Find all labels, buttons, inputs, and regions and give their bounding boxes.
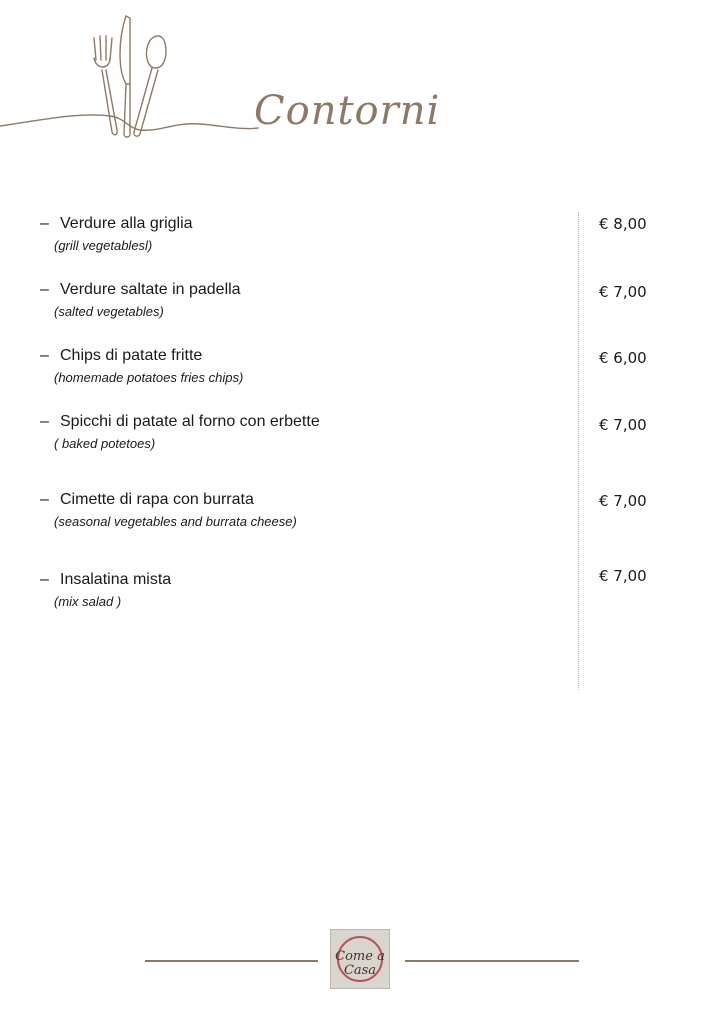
menu-item — [40, 346, 580, 386]
item-description: (salted vegetables) — [54, 304, 164, 319]
item-name-row — [40, 490, 580, 510]
menu-item — [40, 570, 580, 610]
item-dash: – — [40, 571, 49, 588]
logo-text — [331, 950, 389, 978]
menu-item — [40, 214, 580, 254]
footer-rule-right — [405, 960, 579, 962]
item-name: Spicchi di patate al forno con erbette — [60, 413, 320, 430]
item-description: (homemade potatoes fries chips) — [54, 370, 244, 385]
item-name: Verdure alla griglia — [60, 215, 193, 232]
item-name: Chips di patate fritte — [60, 347, 203, 364]
item-dash: – — [40, 215, 49, 232]
item-price: € 7,00 — [599, 283, 647, 301]
item-description: (grill vegetablesl) — [54, 238, 153, 253]
item-price: € 6,00 — [599, 349, 647, 367]
item-description: ( baked potetoes) — [54, 436, 156, 451]
item-name-row — [40, 346, 580, 366]
item-description: (mix salad ) — [54, 594, 122, 609]
item-price: € 7,00 — [599, 416, 647, 434]
item-name: Verdure saltate in padella — [60, 281, 241, 298]
item-name-row — [40, 412, 580, 432]
menu-item — [40, 280, 580, 320]
item-name: Insalatina mista — [60, 571, 172, 588]
item-dash: – — [40, 347, 49, 364]
logo-line-1: Come a — [335, 949, 385, 964]
item-name: Cimette di rapa con burrata — [60, 491, 254, 508]
item-name-row — [40, 570, 580, 590]
item-dash: – — [40, 413, 49, 430]
menu-item — [40, 412, 580, 452]
footer-rule-left — [145, 960, 318, 962]
menu-item — [40, 490, 580, 530]
item-description: (seasonal vegetables and burrata cheese) — [54, 514, 297, 529]
item-name-row — [40, 214, 580, 234]
item-dash: – — [40, 281, 49, 298]
item-price: € 7,00 — [599, 492, 647, 510]
logo-line-2: Casa — [343, 963, 377, 978]
item-name-row — [40, 280, 580, 300]
restaurant-logo — [330, 929, 390, 989]
page-title: Contorni — [254, 88, 441, 134]
item-price: € 7,00 — [599, 567, 647, 585]
item-price: € 8,00 — [599, 215, 647, 233]
item-dash: – — [40, 491, 49, 508]
